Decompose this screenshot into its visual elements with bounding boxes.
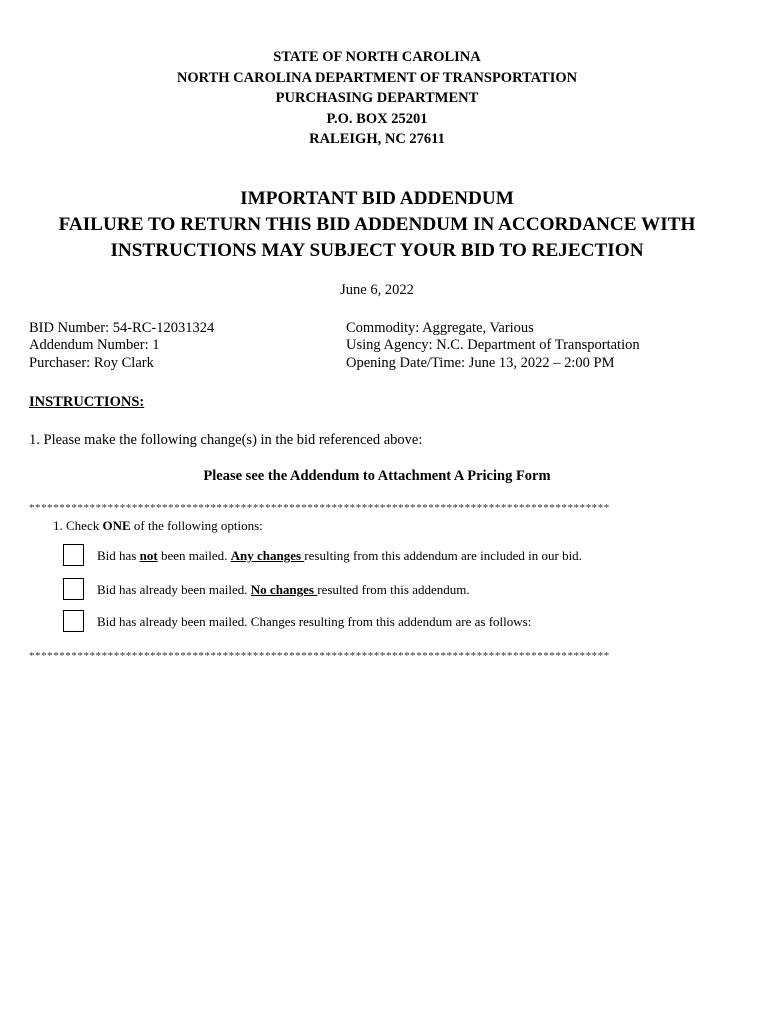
title-line-2: FAILURE TO RETURN THIS BID ADDENDUM IN ACCORDANCE WITH <box>58 214 696 235</box>
option-1-post: resulting from this addendum are included in our bid. <box>304 548 582 563</box>
checkbox-mailed-with-changes[interactable] <box>63 610 84 632</box>
title-line-3: INSTRUCTIONS MAY SUBJECT YOUR BID TO REJECTION <box>110 240 644 261</box>
checkbox-not-mailed[interactable] <box>63 544 84 566</box>
check-intro-suffix: of the following options: <box>130 518 263 533</box>
option-2-pre: Bid has already been mailed. <box>97 582 251 597</box>
check-intro-emphasis: ONE <box>102 518 131 533</box>
addendum-title <box>0 186 754 264</box>
using-agency: Using Agency: N.C. Department of Transportation <box>346 337 640 354</box>
pricing-note: Please see the Addendum to Attachment A Pricing Form <box>203 468 551 484</box>
title-line-1: IMPORTANT BID ADDENDUM <box>240 188 514 209</box>
document-date: June 6, 2022 <box>340 282 414 298</box>
checkbox-mailed-no-changes[interactable] <box>63 578 84 600</box>
bid-info-left <box>29 320 214 372</box>
letterhead <box>0 47 754 150</box>
option-2-post: resulted from this addendum. <box>317 582 470 597</box>
purchaser: Purchaser: Roy Clark <box>29 354 154 371</box>
option-1-any-changes: Any changes <box>230 548 305 563</box>
option-mailed-with-changes-text <box>97 614 531 630</box>
bid-info-right <box>346 320 640 372</box>
option-1-not: not <box>139 548 158 563</box>
option-mailed-no-changes-text <box>97 582 470 598</box>
header-line-state: STATE OF NORTH CAROLINA <box>273 49 481 65</box>
separator-bottom: ************************************************************************************************ <box>29 650 610 662</box>
addendum-number: Addendum Number: 1 <box>29 337 160 354</box>
option-3-text: Bid has already been mailed. Changes resulting from this addendum are as follows: <box>97 614 532 629</box>
option-2-no-changes: No changes <box>250 582 318 597</box>
option-1-pre: Bid has <box>97 548 140 563</box>
check-instruction <box>53 518 263 534</box>
separator-top: ************************************************************************************************ <box>29 502 610 514</box>
header-line-po-box: P.O. BOX 25201 <box>326 110 428 127</box>
option-not-mailed-text <box>97 548 582 564</box>
header-line-city: RALEIGH, NC 27611 <box>309 131 445 147</box>
header-line-purchasing: PURCHASING DEPARTMENT <box>275 90 479 106</box>
option-1-mid: been mailed. <box>157 548 231 563</box>
header-line-department: NORTH CAROLINA DEPARTMENT OF TRANSPORTATION <box>176 69 578 86</box>
bid-number: BID Number: 54-RC-12031324 <box>29 320 215 336</box>
check-intro-prefix: 1. Check <box>53 518 103 533</box>
instruction-item-1: 1. Please make the following change(s) in the bid referenced above: <box>29 432 423 448</box>
commodity: Commodity: Aggregate, Various <box>346 320 534 336</box>
opening-date-time: Opening Date/Time: June 13, 2022 – 2:00 PM <box>346 354 615 371</box>
instructions-heading: INSTRUCTIONS: <box>29 394 145 410</box>
